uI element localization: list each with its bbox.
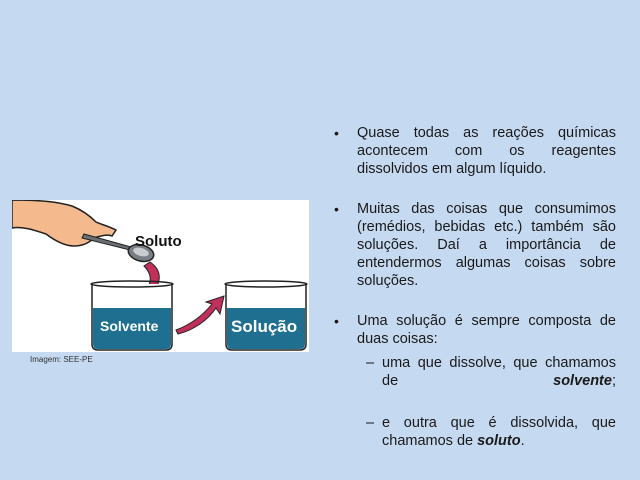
bullet-item [330,200,616,290]
solution-illustration [12,200,309,352]
bullet-text: Uma solução é sempre composta de duas coisas: [357,313,616,347]
transfer-arrow [176,296,224,334]
beaker-solvente [91,281,173,350]
sub-item-soluto [357,414,616,450]
bullet-marker: • [334,313,339,329]
sub-text: e outra que é dissolvida, que chamamos de [382,415,616,449]
bullet-marker: • [334,201,339,217]
sub-text: uma que dissolve, que chamamos de [382,355,616,389]
bullet-item [330,312,616,450]
sub-text-end: . [520,433,525,449]
label-soluto: Soluto [135,233,182,250]
dash-marker: – [366,415,375,431]
sub-text-end: ; [611,373,616,389]
dash-marker: – [366,355,375,371]
sub-item-solvente [357,354,616,408]
bullet-text: Quase todas as reações químicas acontecem com os reagentes dissolvidos em algum líquido. [357,125,616,177]
bullet-marker: • [334,125,339,141]
term-soluto: soluto [477,433,521,449]
bullet-text: Muitas das coisas que consumimos (remédios, bebidas etc.) também são soluções. Daí a importância de entendermos algumas coisas sobre soluções. [357,201,616,289]
label-solucao: Solução [231,317,298,336]
beaker-solucao [225,281,307,350]
image-credit: Imagem: SEE-PE [30,355,93,364]
bullet-item [330,124,616,178]
sub-list [357,354,616,450]
bullet-list [330,124,616,456]
label-solvente: Solvente [100,318,159,334]
term-solvente: solvente [553,373,612,389]
